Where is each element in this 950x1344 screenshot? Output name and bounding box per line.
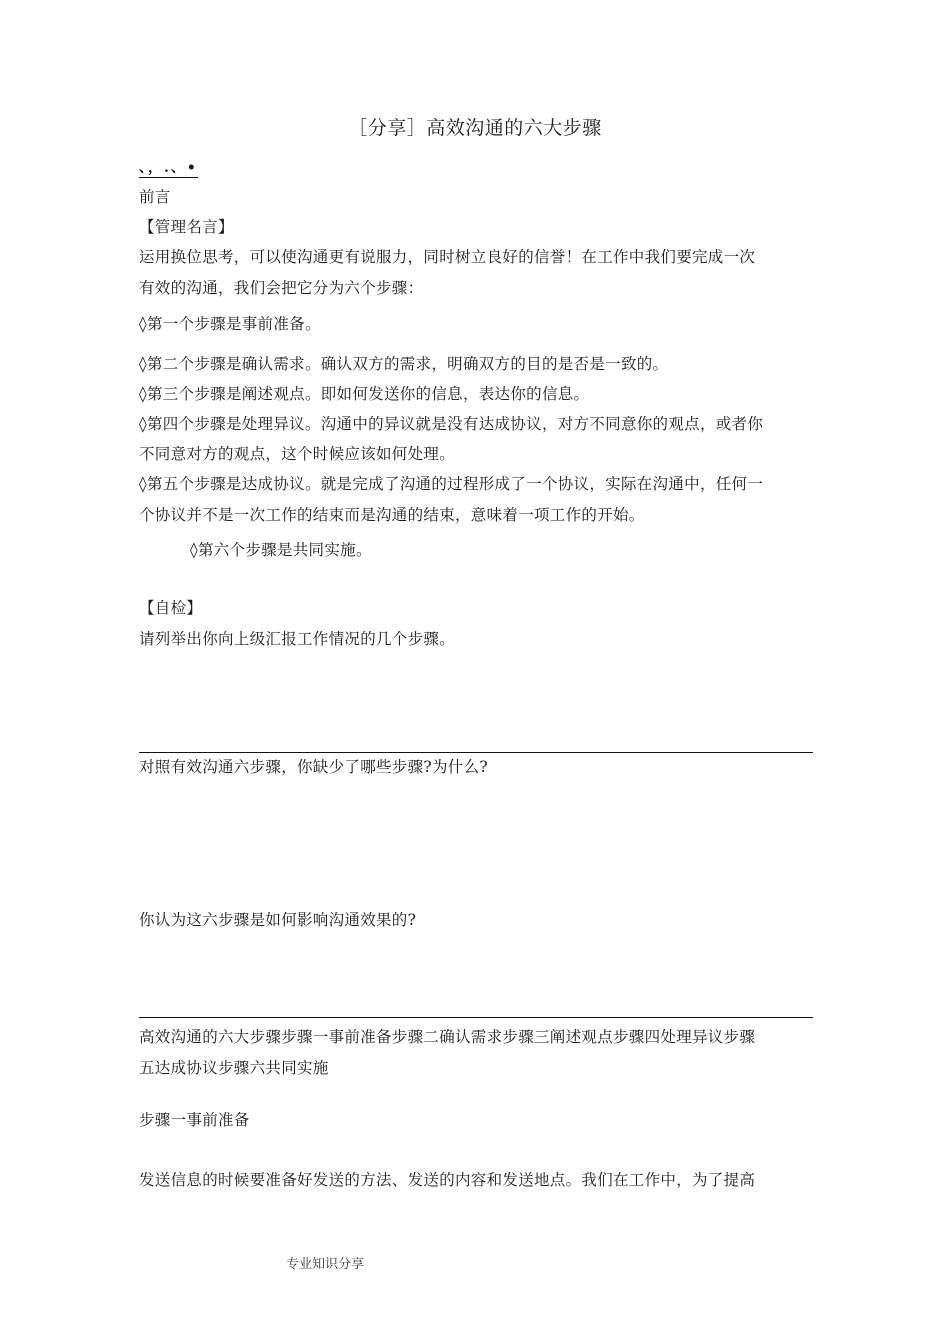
step-3: ◊第三个步骤是阐述观点。即如何发送你的信息，表达你的信息。 [139, 385, 590, 403]
step-1: ◊第一个步骤是事前准备。 [139, 315, 321, 333]
section-heading: 步骤一事前准备 [139, 1111, 250, 1129]
question-1: 请列举出你向上级汇报工作情况的几个步骤。 [139, 630, 456, 648]
summary-line-1: 高效沟通的六大步骤步骤一事前准备步骤二确认需求步骤三阐述观点步骤四处理异议步骤 [139, 1028, 756, 1046]
step-4-continued: 不同意对方的观点，这个时候应该如何处理。 [139, 445, 456, 463]
answer-line-2 [139, 1017, 813, 1018]
question-3: 你认为这六步骤是如何影响沟通效果的? [139, 911, 417, 929]
intro-line-2: 有效的沟通，我们会把它分为六个步骤： [139, 279, 424, 297]
self-check-header: 【自检】 [139, 599, 203, 617]
decorative-marks: 、，.、• [139, 160, 198, 176]
step-6: ◊第六个步骤是共同实施。 [190, 541, 372, 559]
document-title: ［分享］高效沟通的六大步骤 [348, 117, 602, 139]
quote-header: 【管理名言】 [139, 218, 234, 236]
question-2: 对照有效沟通六步骤，你缺少了哪些步骤?为什么? [139, 758, 489, 776]
step-4: ◊第四个步骤是处理异议。沟通中的异议就是没有达成协议，对方不同意你的观点，或者你 [139, 415, 764, 433]
step-2: ◊第二个步骤是确认需求。确认双方的需求，明确双方的目的是否是一致的。 [139, 355, 669, 373]
intro-line-1: 运用换位思考，可以使沟通更有说服力，同时树立良好的信誉！在工作中我们要完成一次 [139, 248, 756, 266]
page-footer: 专业知识分享 [286, 1257, 365, 1272]
summary-line-2: 五达成协议步骤六共同实施 [139, 1059, 329, 1077]
step-5-continued: 个协议并不是一次工作的结束而是沟通的结束，意味着一项工作的开始。 [139, 506, 645, 524]
answer-line-1 [139, 752, 813, 753]
preface-label: 前言 [139, 188, 171, 206]
body-line-1: 发送信息的时候要准备好发送的方法、发送的内容和发送地点。我们在工作中，为了提高 [139, 1171, 756, 1189]
step-5: ◊第五个步骤是达成协议。就是完成了沟通的过程形成了一个协议，实际在沟通中，任何一 [139, 475, 764, 493]
